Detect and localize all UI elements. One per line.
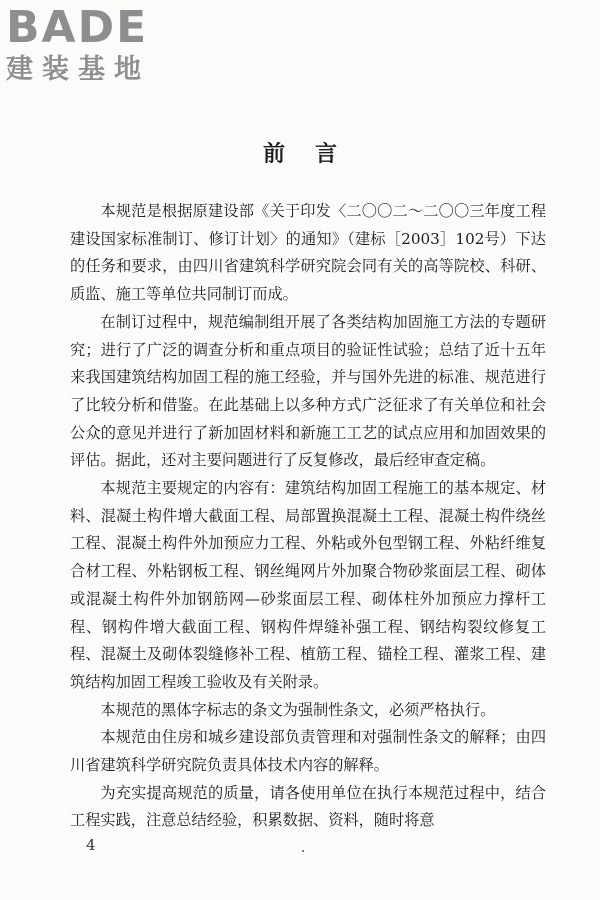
logo-subtitle: 建装基地 — [6, 54, 150, 85]
publisher-logo — [6, 4, 181, 86]
page-number: 4 — [86, 836, 96, 854]
document-body — [70, 198, 546, 835]
page-title: 前言 — [262, 141, 367, 167]
paragraph: 本规范主要规定的内容有：建筑结构加固工程施工的基本规定、材料、混凝土构件增大截面工程、局部置换混凝土工程、混凝土构件绕丝工程、混凝土构件外加预应力工程、外粘或外包型钢工程、外粘纤维复合材工程、外粘钢板工程、钢丝绳网片外加聚合物砂浆面层工程、砌体或混凝土构件外加钢筋网—砂浆面层工程、砌体柱外加预应力撑杆工程、钢构件增大截面工程、钢构件焊缝补强工程、钢结构裂纹修复工程、混凝土及砌体裂缝修补工程、植筋工程、锚栓工程、灌浆工程、建筑结构加固工程竣工验收及有关附录。 — [70, 479, 546, 691]
paragraph: 在制订过程中，规范编制组开展了各类结构加固施工方法的专题研究；进行了广泛的调查分析和重点项目的验证性试验；总结了近十五年来我国建筑结构加固工程的施工经验，并与国外先进的标准、规范进行了比较分析和借鉴。在此基础上以多种方式广泛征求了有关单位和社会公众的意见并进行了新加固材料和新施工工艺的试点应用和加固效果的评估。据此，还对主要问题进行了反复修改，最后经审查定稿。 — [70, 312, 546, 470]
paragraph: 本规范是根据原建设部《关于印发〈二〇〇二～二〇〇三年度工程建设国家标准制订、修订计划〉的通知》（建标［2003］102号）下达的任务和要求，由四川省建筑科学研究院会同有关的高等院校、科研、质监、施工等单位共同制订而成。 — [70, 202, 546, 304]
logo-wordmark: BADE — [6, 2, 149, 53]
paragraph: 本规范由住房和城乡建设部负责管理和对强制性条文的解释；由四川省建筑科学研究院负责具体技术内容的解释。 — [70, 728, 546, 775]
paragraph: 本规范的黑体字标志的条文为强制性条文，必须严格执行。 — [100, 700, 496, 719]
paragraph: 为充实提高规范的质量，请各使用单位在执行本规范过程中，结合工程实践，注意总结经验，积累数据、资料，随时将意 — [70, 783, 546, 830]
scan-artifact — [302, 850, 304, 852]
